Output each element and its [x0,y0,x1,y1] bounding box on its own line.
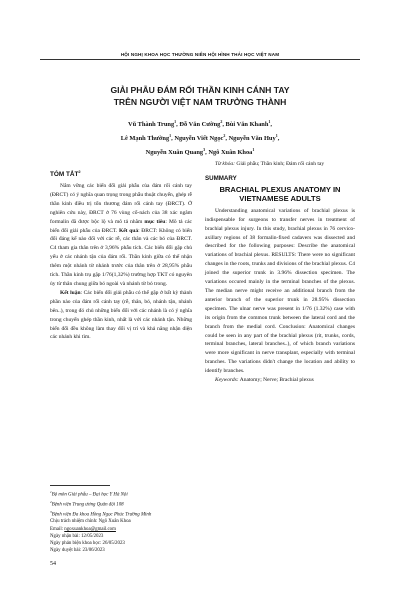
summary-heading: SUMMARY [205,174,237,182]
author-affiliation-mark: 1 [275,133,278,139]
article-title [30,84,370,108]
affiliation-text: Bệnh viện Trung ương Quân đội 108 [51,502,124,508]
author-affiliation-mark: 1 [268,119,271,124]
title-line-2: TRÊN NGƯỜI VIỆT NAM TRƯỞNG THÀNH [113,97,287,107]
english-title-line-2: VIETNAMESE ADULTS [239,194,321,204]
objective-text: : Mô tả các biến đổi giải phẫu của ĐRCT. [50,218,192,234]
keywords-vietnamese [205,160,355,169]
approval-date: Ngày duyệt bài: 23/06/2023 [50,548,105,554]
right-column [205,160,355,385]
page-number: 54 [50,561,56,567]
author-name: Lê Mạnh Thường [120,135,170,143]
affiliation-text: Bộ môn Giải phẫu – Đại học Y Hà Nội [51,492,128,498]
email-link[interactable]: ngoxuankhoa@gmail.com [64,526,116,532]
affiliation-2 [50,499,192,509]
keywords-en-text: Anatomy; Nerve; Brachial plexus [239,377,314,384]
author-affiliation-mark: 1 [169,133,172,139]
english-title [205,185,355,204]
journal-header: HỘI NGHỊ KHOA HỌC THƯỜNG NIÊN HỘI HÌNH THÁI HỌC VIỆT NAM [120,52,280,57]
author-affiliation-mark: 2 [223,133,226,139]
keywords-en-label: Keywords: [215,377,239,384]
conclusion-paragraph [50,289,192,342]
author-name: Nguyễn Xuân Quang [145,149,204,157]
abstract-heading [50,168,192,180]
title-line-1: GIẢI PHẪU ĐÁM RỐI THẦN KINH CÁNH TAY [110,85,290,95]
objective-label: mục tiêu [144,218,166,225]
header-rule [40,59,360,60]
author-line-2: Lê Mạnh Thường$^1$, Nguyễn Viết Ngọc$^2$, Nguyễn Văn Huy$^1$, [120,133,280,143]
english-title-line-1: BRACHIAL PLEXUS ANATOMY IN [219,184,341,194]
author-affiliation-mark: 1 [174,119,177,124]
review-date: Ngày phản biện khoa học: 26/05/2023 [50,541,125,547]
keywords-vi-label: Từ khóa: [215,161,235,167]
abstract-heading-text: TÓM TẮT [50,171,79,179]
result-text: : ĐRCT: Không có biến đổi đáng kể nào đối với các rễ, các thân và các bó của ĐRCT. C4 tham gia thân trên ở 3,96% phẫu tích. Các biến đổi gặp chủ yếu ở các nhánh tận của đám rối. Thần kinh giữa có thể nhận thêm một nhánh từ nhánh trước của thân trên ở 28,95% phẫu tích. Thần kinh trụ gặp 1/76(1,32%) trường hợp TKT có nguyên ủy từ thân chung giữa bó ngoài và nhánh từ bó trong. [50,227,192,287]
abstract-vietnamese [50,168,192,342]
author-list [40,116,360,158]
affiliation-mark: 2 [50,499,52,504]
author-name: Nguyễn Văn Huy [228,135,276,143]
affiliation-text: Bệnh viện Đa khoa Hồng Ngọc Phúc Trường Minh [51,512,152,518]
author-name: Nguyễn Viết Ngọc [174,135,224,143]
abstract-heading-mark: 2 [78,169,81,174]
conclusion-text: : Các biến đổi giải phẫu có thể gặp ở bất kỳ thành phần nào của đám rối cánh tay (rễ, thân, bó, nhánh tận, nhánh bên..), trong đó chủ những biến đổi với các nhánh là có ý nghĩa trong chuyển ghép thần kinh, nhất là với các nhánh tận. Những biến đổi đều không làm thay đổi vị trí và khả năng nhận diện các nhánh khi tìm. [50,289,192,341]
abstract-intro: Nắm vững các biến đổi giải phẫu của đám rối cánh tay (ĐRCT) có ý nghĩa quan trọng trong phẫu thuật chuyển, ghép rễ thần kinh điều trị tổn thương đám rối cánh tay (ĐRCT). Ở nghiên cứu này, ĐRCT ở 76 vùng cổ-nách của 38 xác ngâm formalin đã được bộc lộ và mô tả nhằm [50,183,192,225]
abstract-paragraph [50,182,192,289]
affiliation-mark: 1 [50,490,52,494]
email-line [50,526,192,533]
author-name: Đỗ Văn Cường [179,121,221,129]
author-name: Vũ Thành Trung [127,121,175,129]
affiliation-3 [50,509,192,519]
author-affiliation-mark: 3 [203,147,206,153]
affiliation-1 [50,489,192,499]
footnote-rule [50,485,110,486]
conclusion-label: Kết luận [60,289,81,296]
received-date: Ngày nhận bài: 12/05/2023 [50,533,104,539]
author-name: Ngô Xuân Khoa [208,149,253,157]
author-name: Bùi Văn Khanh [225,121,269,129]
author-affiliation-mark: 2 [220,119,223,124]
corresponding-author: Chịu trách nhiệm chính: Ngô Xuân Khoa [50,519,131,525]
keywords-vi-text: Giải phẫu; Thần kinh; Đám rối cánh tay [236,161,325,167]
email-label: Email: [50,526,64,532]
affiliation-mark: 3 [50,509,52,514]
author-affiliation-mark: 1 [252,147,255,153]
summary-body: Understanding anatomical variations of brachial plexus is indispensable for surgeons to transfer nerves in treatment of brachial plexus injury. In this study, brachial plexus in 76 cervico-axillary regions of 38 formalin-fixed cadavers was dissected and described for the following purposes: Describe the anatomical variations of brachial plexus. RESULTS: There were no significant changes in the roots, trunks and divisions of the brachial plexus. C4 joined the superior trunk in 3.96% dissection specimen. The variations occured mainly in the terminal branches of the plexus. The median nerve might receive an additional branch from the anterior branch of the superior trunk in 28.95% dissection specimen. The ulnar nerve was present in 1/76 (1.32%) case with its origin from the common trunk between the lateral cord and the branch from the medial cord. Conclusion: Anatomical changes could be seen in any part of the brachial plexus (rit, trunks, cords, terminal branches, lateral branches..), of which branch variations were more significant in nerve transplant, especially with terminal branches. The variations didn't change the location and ability to identify branches. [205,207,355,375]
author-line-1: Vũ Thành Trung$^1$, Đỗ Văn Cường$^2$, Bùi Văn Khanh$^1$, [127,119,273,129]
author-line-3: Nguyễn Xuân Quang$^3$, Ngô Xuân Khoa$^1$ [145,147,255,157]
result-label: Kết quả [118,227,139,234]
keywords-english [205,376,355,385]
footnotes [50,485,192,555]
